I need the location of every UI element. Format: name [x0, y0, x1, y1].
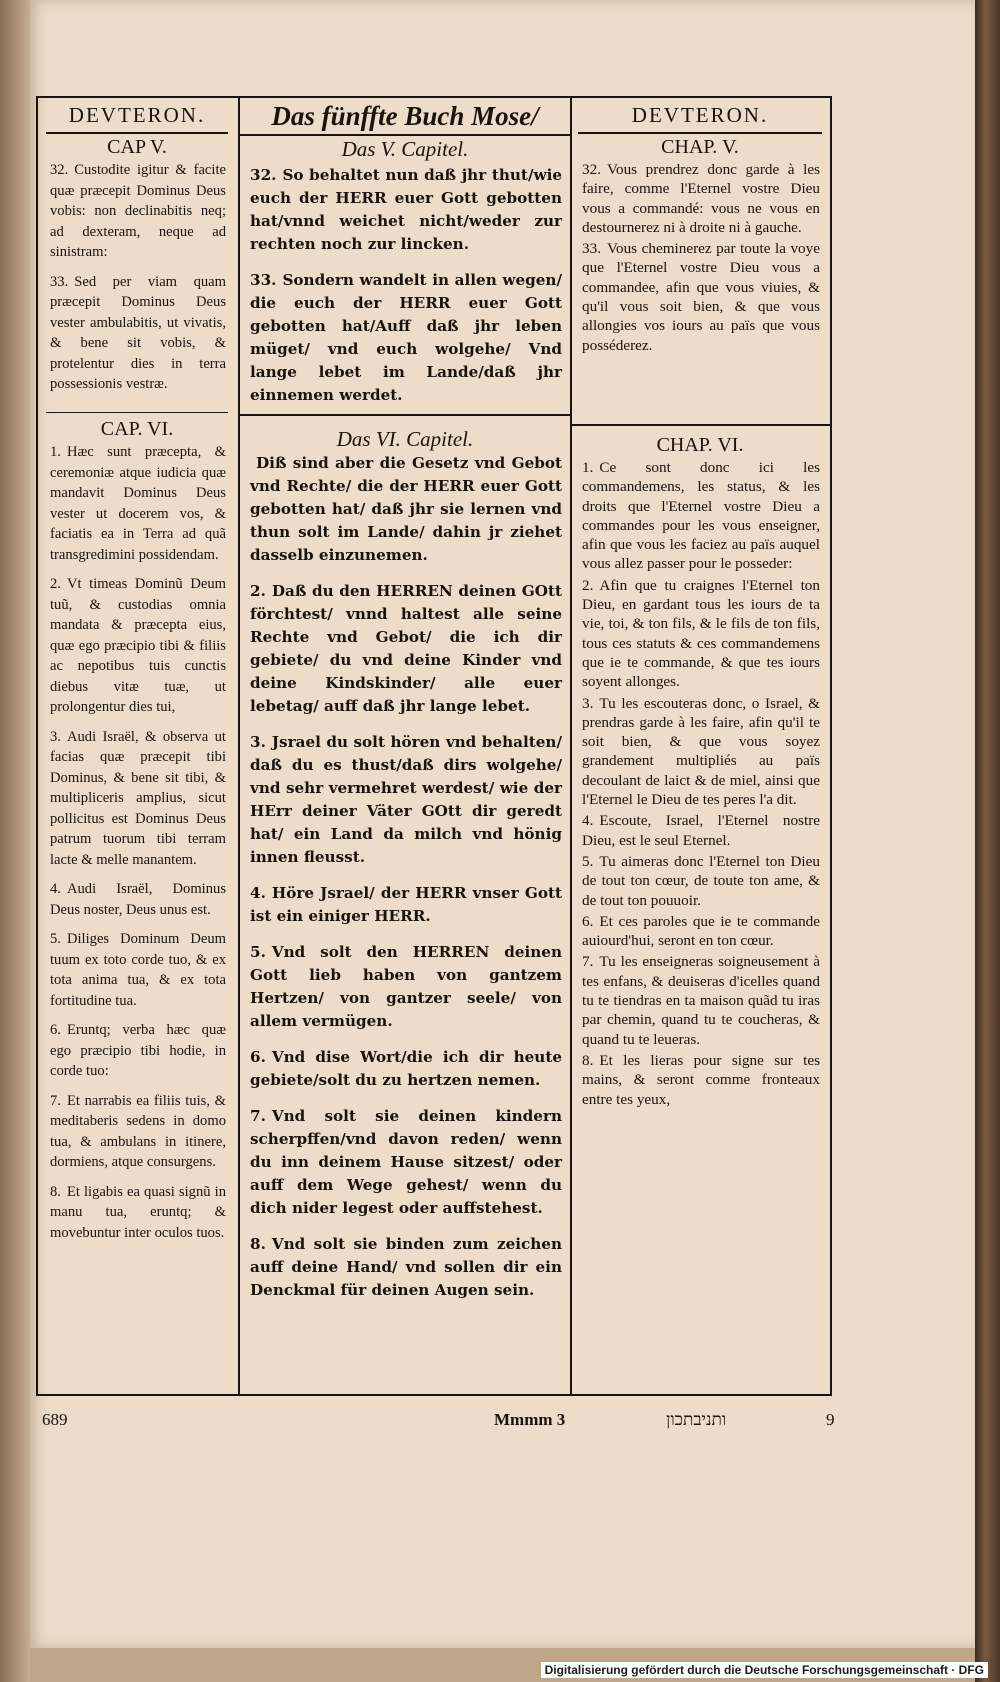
verse-text: Diß sind aber die Gesetz vnd Gebot vnd Rechte/ die der HERR euer Gott gebotten hat/ daß jhr sie lernen vnd thun solt im Lande/ dahin jr ziehet dasselb einzunemen. — [250, 454, 562, 564]
verse-text: So behaltet nun daß jhr thut/wie euch der HERR euer Gott gebotten hat/vnnd weichet nicht/weder zur rechten noch zur lincken. — [250, 166, 562, 253]
verse-number: 3. — [582, 694, 594, 712]
verse — [570, 576, 830, 692]
verse — [38, 160, 236, 263]
verse-text: Vnd dise Wort/die ich dir heute gebiete/solt du zu hertzen nemen. — [250, 1048, 562, 1089]
signature-mark: Mmmm 3 — [494, 1410, 566, 1429]
verse-text: Afin que tu craignes l'Eternel ton Dieu, en gardant tous les iours de ta vie, toi, & ton fils, & le fils de ton fils, tous ces statuts & ces commandemens que ie te commande, & que tes iours soyent allonges. — [582, 576, 820, 691]
verse-text: Et ces paroles que ie te commande auiourd'hui, seront en ton cœur. — [582, 912, 820, 950]
verse-text: Daß du den HERREN deinen GOtt förchtest/ vnnd haltest alle seine Rechte vnd Gebot/ die ich dir gebiete/ du vnd deine Kinder vnd deine Kindskinder/ alle euer lebetag/ auff daß jhr lange lebet. — [250, 582, 562, 715]
verse-number: 2. — [582, 576, 594, 594]
verse-number: 3. — [50, 728, 61, 745]
verse — [570, 811, 830, 850]
verse-number: 3. — [250, 733, 266, 751]
verse-number: 5. — [582, 852, 594, 870]
verse — [240, 941, 570, 1033]
verse-number: 7. — [582, 953, 594, 971]
chapter-heading-french-v: CHAP. V. — [661, 136, 739, 158]
running-head-german: Das fünffte Buch Mose/ — [271, 101, 539, 131]
page-number: 689 — [42, 1410, 68, 1429]
verse — [570, 239, 830, 355]
verse-text: Sed per viam quam præcepit Dominus Deus vester ambulabitis, ut vivatis, & bene sit vobis, & protelentur dies in terra possessionis vestræ. — [50, 273, 226, 392]
verse-number: 4. — [50, 881, 61, 897]
verse — [240, 1046, 570, 1092]
verse-number: 33. — [250, 271, 277, 289]
verse-number: 32. — [250, 166, 277, 184]
verse-text: Hæc sunt præcepta, & ceremoniæ atque iudicia quæ mandavit Dominus Deus vester ut docerem vos, & faciatis ea in Terra ad quã transgredimini possidendam. — [50, 444, 226, 563]
verse-number: 7. — [250, 1107, 266, 1125]
french-column — [570, 98, 830, 1394]
verse — [570, 952, 830, 1048]
verse-text: Jsrael du solt hören vnd behalten/ daß du es thust/daß dirs wolgehe/ vnd sehr vermehret werdest/ wie der HErr deiner Väter GOtt dir geredt hat/ ein Land da milch vnd hönig innen fleusst. — [250, 733, 562, 866]
verse — [38, 1091, 236, 1173]
verse — [240, 269, 570, 407]
verse — [570, 1051, 830, 1109]
verse-text: Vous prendrez donc garde à les faire, comme l'Eternel vostre Dieu vous a commandé: vous ne vous en destournerez ni à droite ni à gauche. — [582, 161, 820, 236]
verse-text: Eruntq; verba hæc quæ ego præcipio tibi hodie, in corde tuo: — [50, 1022, 226, 1079]
verse — [38, 727, 236, 871]
verse — [38, 574, 236, 718]
verse-text: Höre Jsrael/ der HERR vnser Gott ist ein einiger HERR. — [250, 884, 562, 925]
verse-text: Vnd solt den HERREN deinen Gott lieb haben von gantzem Hertzen/ von gantzer seele/ von allem vermügen. — [250, 943, 562, 1030]
verse — [240, 452, 570, 567]
verse-number: 4. — [582, 812, 594, 830]
verse-text: Tu aimeras donc l'Eternel ton Dieu de tout ton cœur, de toute ton ame, & de tout ton pouuoir. — [582, 852, 820, 909]
chapter-heading-german-vi: Das VI. Capitel. — [336, 427, 474, 451]
verse — [38, 272, 236, 395]
verse-text: Ce sont donc ici les commandemens, les status, & les droits que l'Eternel vostre Dieu a commandes pour les vous enseigner, afin que vous les faciez au païs auquel vous allez passer pour le posseder: — [582, 459, 820, 573]
chapter-heading-german-v: Das V. Capitel. — [341, 137, 469, 161]
verse-number: 32. — [50, 162, 69, 178]
latin-chapter-vi — [38, 416, 236, 1252]
verse-text: Sondern wandelt in allen wegen/ die euch der HERR euer Gott gebotten hat/Auff daß jhr leben müget/ vnd euch wolgehe/ Vnd lange lebet im Lande/daß jhr einnemen werdet. — [250, 271, 562, 404]
verse — [570, 912, 830, 951]
verse-number: 6. — [50, 1022, 61, 1038]
french-chapter-vi — [570, 432, 830, 1111]
verse-number: 5. — [250, 943, 266, 961]
verse-text: Escoute, Israel, l'Eternel nostre Dieu, est le seul Eternel. — [582, 812, 820, 849]
verse-number: 32. — [582, 161, 601, 178]
chapter-heading-latin-vi: CAP. VI. — [100, 418, 174, 440]
verse-text: Vnd solt sie binden zum zeichen auff deine Hand/ vnd sollen dir ein Denckmal für deinen Augen sein. — [250, 1235, 562, 1299]
verse — [570, 458, 830, 574]
rule — [570, 424, 830, 426]
running-head-latin: DEVTERON. — [68, 103, 206, 127]
verse-number: 33. — [50, 273, 69, 290]
german-column — [238, 98, 572, 1394]
verse — [38, 929, 236, 1011]
verse-number: 2. — [50, 576, 61, 592]
verse — [240, 1105, 570, 1220]
verse-text: Vous cheminerez par toute la voye que l'Eternel vostre Dieu vous a commandee, afin que vous viuies, & qu'il vous soit bien, & que vous allongies vos iours au païs que vous posséderez. — [582, 240, 820, 354]
hebrew-catchword: ותניבתכון — [666, 1410, 727, 1430]
verse-text: Et ligabis ea quasi signũ in manu tua, eruntq; & movebuntur inter oculos tuos. — [50, 1183, 226, 1241]
running-head-french: DEVTERON. — [631, 103, 769, 127]
verse-number: 1. — [50, 444, 61, 460]
verse — [38, 879, 236, 920]
verse-number: 4. — [250, 884, 266, 902]
chapter-heading-latin-v: CAP V. — [107, 136, 167, 158]
verse-number: 6. — [250, 1048, 266, 1066]
verse-text: Et les lieras pour signe sur tes mains, & seront comme fronteaux entre tes yeux, — [582, 1051, 820, 1108]
verse-text: Audi Israël, Dominus Deus noster, Deus unus est. — [50, 881, 226, 918]
verse-text: Audi Israël, & observa ut facias quæ præcepit tibi Dominus, & bene sit tibi, & multipliceris amplius, sicut pollicitus est Dominus Deus patrum tuorum tibi terram lacte & melle manantem. — [50, 728, 226, 868]
chapter-heading-french-vi: CHAP. VI. — [656, 434, 744, 456]
verse — [240, 1233, 570, 1302]
verse-text: Tu les escouteras donc, o Israel, & prendras garde à les faire, afin qu'il te soit bien, & que vous soyez grandement multipliés au païs decoulant de laict & de miel, ainsi que l'Eternel le Dieu de tes peres l'a dit. — [582, 694, 820, 809]
verse-number: 7. — [50, 1092, 61, 1109]
rule — [240, 414, 570, 416]
digitization-credit: Digitalisierung gefördert durch die Deutsche Forschungsgemeinschaft · DFG — [541, 1662, 988, 1678]
book-gutter — [0, 0, 30, 1682]
book-edge — [975, 0, 1000, 1682]
rule — [46, 412, 228, 413]
verse — [570, 694, 830, 810]
verse — [570, 160, 830, 237]
verse-number: 8. — [50, 1183, 61, 1200]
verse-number: 2. — [250, 582, 266, 600]
verse — [240, 164, 570, 256]
verse-number: 8. — [582, 1051, 594, 1069]
verse — [240, 580, 570, 718]
verse-number: 8. — [250, 1235, 266, 1253]
verse-text: Vt timeas Dominũ Deum tuũ, & custodias omnia mandata & præcepta eius, quæ ego præcipio tibi & filiis ac nepotibus tuis cunctis diebus vitæ tuæ, ut prolongentur dies tui, — [50, 576, 226, 715]
verse-number: 33. — [582, 240, 601, 258]
german-chapter-vi — [240, 426, 570, 1315]
right-marker: 9 — [826, 1410, 835, 1429]
verse-text: Diliges Dominum Deum tuum ex toto corde tuo, & ex tota anima tua, & ex tota fortitudine tua. — [50, 931, 226, 1009]
verse — [240, 731, 570, 869]
verse — [240, 882, 570, 928]
verse — [570, 852, 830, 910]
verse-number: 6. — [582, 912, 594, 930]
latin-column — [38, 98, 236, 1394]
verse — [38, 1182, 236, 1244]
text-frame — [36, 96, 832, 1396]
verse-text: Tu les enseigneras soigneusement à tes enfans, & deuiseras d'icelles quand tu te tiendras en ta maison quãd tu iras par chemin, quand tu te coucheras, & quand tu te leueras. — [582, 953, 820, 1048]
verse-number: 5. — [50, 931, 61, 947]
verse — [38, 1020, 236, 1082]
verse — [38, 442, 236, 565]
verse-number: 1. — [582, 459, 594, 476]
verse-text: Et narrabis ea filiis tuis, & meditaberis sedens in domo tua, & ambulans in itinere, dormiens, atque consurgens. — [50, 1092, 226, 1170]
verse-text: Vnd solt sie deinen kindern scherpffen/vnd davon reden/ wenn du inn deinem Hause sitzest/ oder auff dem Wege gehest/ wenn du dich nider legest oder auffstehest. — [250, 1107, 562, 1217]
page-footer — [36, 1410, 835, 1436]
verse-text: Custodite igitur & facite quæ præcepit Dominus Deus vobis: non declinabitis neq; ad dexteram, neque ad sinistram: — [50, 162, 226, 260]
